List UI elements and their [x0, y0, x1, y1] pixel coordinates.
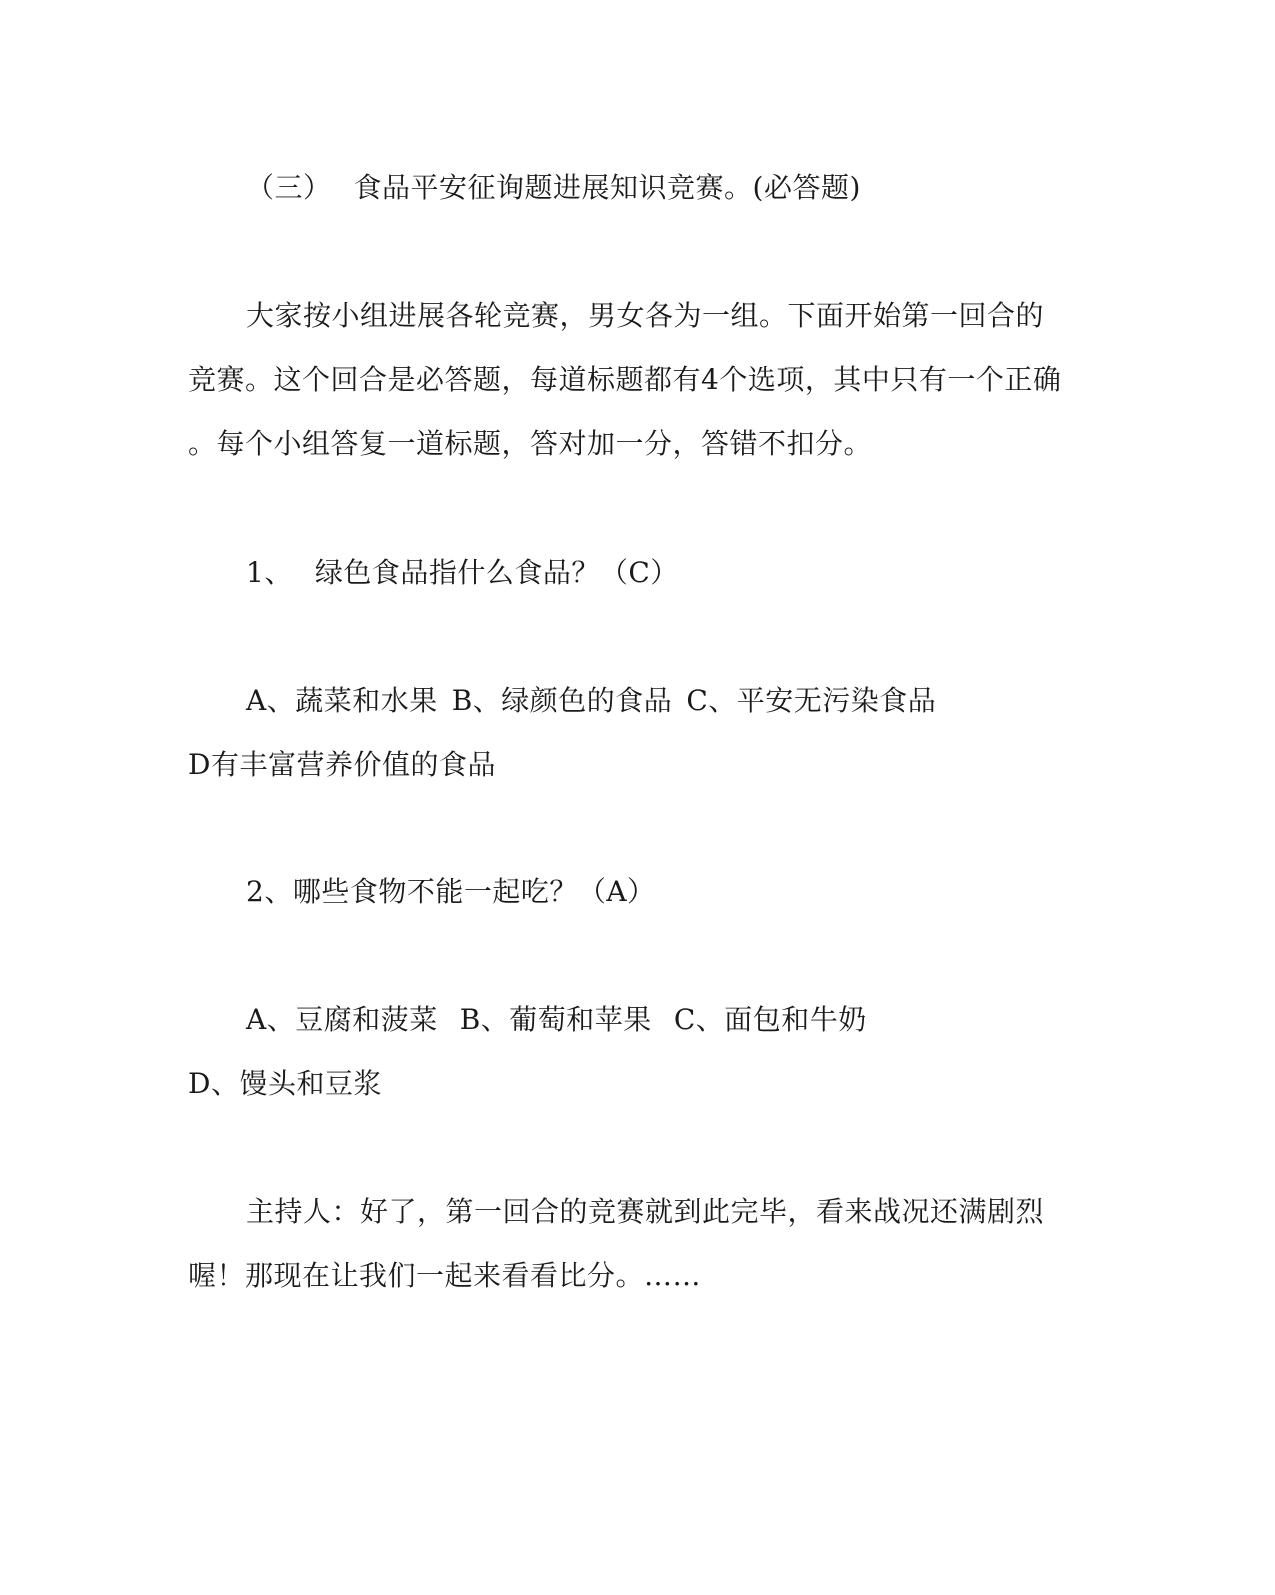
question-1-option-b: B、绿颜色的食品: [451, 684, 673, 717]
question-2-option-d: D、馒头和豆浆: [188, 1067, 382, 1100]
question-1: [246, 555, 679, 591]
question-2-option-a: A、豆腐和菠菜: [246, 1003, 438, 1036]
question-2-option-b: B、葡萄和苹果: [459, 1003, 652, 1036]
question-1-number: 1、: [246, 556, 293, 589]
intro-line-2: 竞赛。这个回合是必答题，每道标题都有4个选项，其中只有一个正确: [188, 363, 1062, 396]
question-1-options: [246, 683, 936, 719]
question-2-number: 2、: [246, 875, 293, 908]
question-2-text: 哪些食物不能一起吃？（A）: [292, 875, 656, 908]
question-2: [246, 874, 656, 910]
question-1-option-c: C、平安无污染食品: [686, 684, 937, 717]
question-1-option-a: A、蔬菜和水果: [246, 684, 438, 717]
intro-line-1: 大家按小组进展各轮竞赛，男女各为一组。下面开始第一回合的: [246, 299, 1045, 332]
host-line-2: 喔！那现在让我们一起来看看比分。……: [188, 1259, 702, 1292]
section-title: 食品平安征询题进展知识竞赛。(必答题): [353, 171, 861, 204]
question-2-option-c: C、面包和牛奶: [673, 1003, 867, 1036]
question-2-options: [246, 1002, 867, 1038]
section-number: （三）: [246, 171, 332, 204]
question-1-option-d: D有丰富营养价值的食品: [188, 748, 496, 781]
section-heading: [246, 170, 861, 206]
intro-line-3: 。每个小组答复一道标题，答对加一分，答错不扣分。: [188, 427, 873, 460]
host-line-1: 主持人：好了，第一回合的竞赛就到此完毕，看来战况还满剧烈: [246, 1195, 1045, 1228]
question-1-text: 绿色食品指什么食品？（C）: [314, 556, 679, 589]
